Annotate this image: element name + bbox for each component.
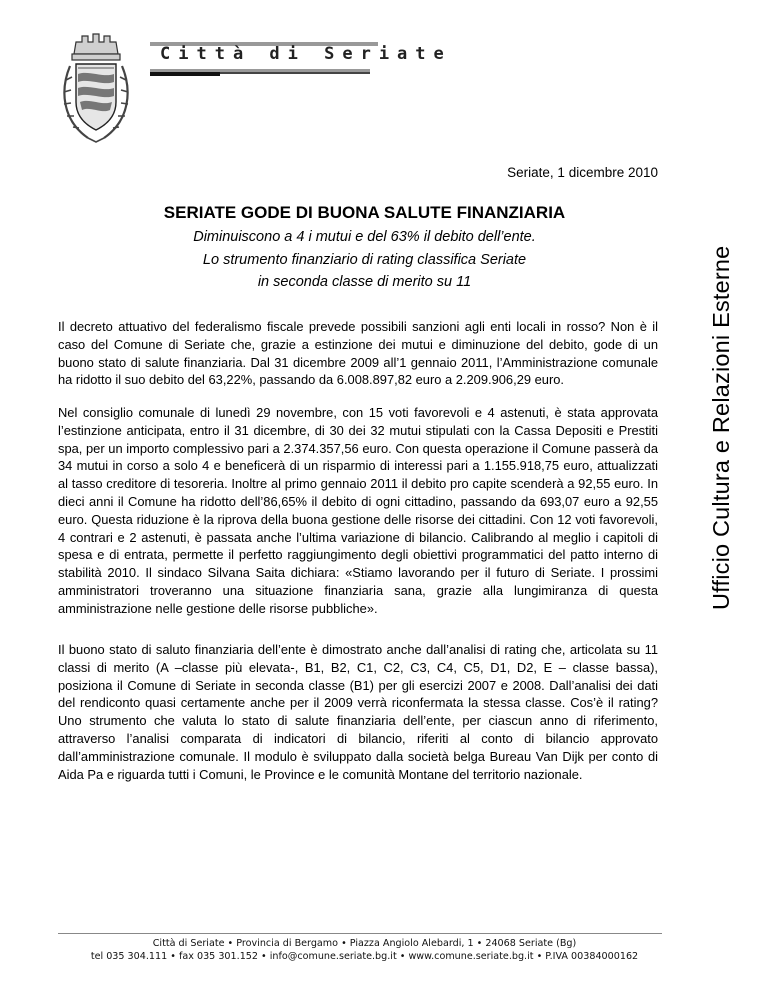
subtitle-line: in seconda classe di merito su 11: [257, 274, 472, 290]
footer-contacts: tel 035 304.111 • fax 035 301.152 • info@comune.seriate.bg.it • www.comune.seriate.bg.it • P.IVA 00384000162: [90, 951, 639, 962]
body-paragraph: Il buono stato di saluto finanziaria dell’ente è dimostrato anche dall’analisi di rating che, articolata su 11 classi di merito (A –classe più elevata-, B1, B2, C1, C2, C3, C4, C5, D1, D2, E – classe bassa), posiziona il Comune di Seriate in seconda classe (B1) per gli esercizi 2007 e 2008. Dall’analisi dei dati del rendiconto quasi certamente anche per il 2009 verrà riconfermata la stessa classe. Cos’è il rating? Uno strumento che valuta lo stato di salute finanziaria dell’ente, per ciascun anno di riferimento, attraverso l’analisi comparata di indicatori di bilancio, riferiti al conto di bilancio approvato dall’amministrazione comunale. Il modulo è sviluppato dalla società belga Bureau Van Dijk per conto di Aida Pa e riguarda tutti i Comuni, le Province e le comunità Montane del territorio nazionale.: [58, 642, 658, 782]
footer-divider: [58, 933, 662, 934]
subtitle-line: Lo strumento finanziario di rating classifica Seriate: [202, 252, 527, 268]
subtitle-line: Diminuiscono a 4 i mutui e del 63% il debito dell’ente.: [193, 229, 536, 245]
coat-of-arms-emblem: [58, 30, 134, 148]
crown-icon: [72, 34, 120, 60]
office-vertical-label: Ufficio Cultura e Relazioni Esterne: [708, 245, 734, 610]
footer-address: Città di Seriate • Provincia di Bergamo • Piazza Angiolo Alebardi, 1 • 24068 Seriate (Bg): [152, 938, 577, 949]
body-paragraph: Il decreto attuativo del federalismo fiscale prevede possibili sanzioni agli enti locali in rosso? Non è il caso del Comune di Seriate che, grazie a estinzione dei mutui e diminuzione del debito, gode di un buono stato di salute finanziaria. Dal 31 dicembre 2009 all’1 gennaio 2011, l’Amministrazione comunale ha ridotto il suo debito del 63,22%, passando da 6.008.897,82 euro a 2.209.906,29 euro.: [58, 319, 658, 388]
city-name-heading: Città di Seriate: [160, 44, 452, 64]
body-paragraph: Nel consiglio comunale di lunedì 29 novembre, con 15 voti favorevoli e 4 astenuti, è stata approvata l’estinzione anticipata, entro il 31 dicembre, di 30 dei 32 mutui stipulati con la Cassa Depositi e Prestiti spa, per un importo complessivo pari a 2.374.357,56 euro. Con questa operazione il Comune passerà da 34 mutui in corso a solo 4 e beneficerà di un risparmio di interessi pari a 1.155.918,75 euro, attualizzati al tasso creditore di tesoreria. Inoltre al primo gennaio 2011 il debito pro capite scenderà a 92,55 euro. In dieci anni il Comune ha ridotto dell’86,65% il debito di ogni cittadino, passando da 693,07 euro a 92,55 euro. Questa riduzione è la riprova della buona gestione delle risorse dei cittadini. Con 12 voti favorevoli, 4 contrari e 2 astenuti, è passata anche l’ultima variazione di bilancio. Calibrando al meglio i capitoli di spesa e di entrata, permette il perfetto raggiungimento degli obiettivi programmatici del patto interno di stabilità 2010. Il sindaco Silvana Saita dichiara: «Stiamo lavorando per il futuro di Seriate. I prossimi amministratori troveranno una situazione finanziaria sana, grazie alla lungimiranza di questa amministrazione nelle gestione delle risorse pubbliche».: [58, 405, 658, 616]
document-title: SERIATE GODE DI BUONA SALUTE FINANZIARIA: [163, 203, 566, 222]
shield-icon: [76, 64, 116, 130]
document-date: Seriate, 1 dicembre 2010: [507, 165, 658, 180]
